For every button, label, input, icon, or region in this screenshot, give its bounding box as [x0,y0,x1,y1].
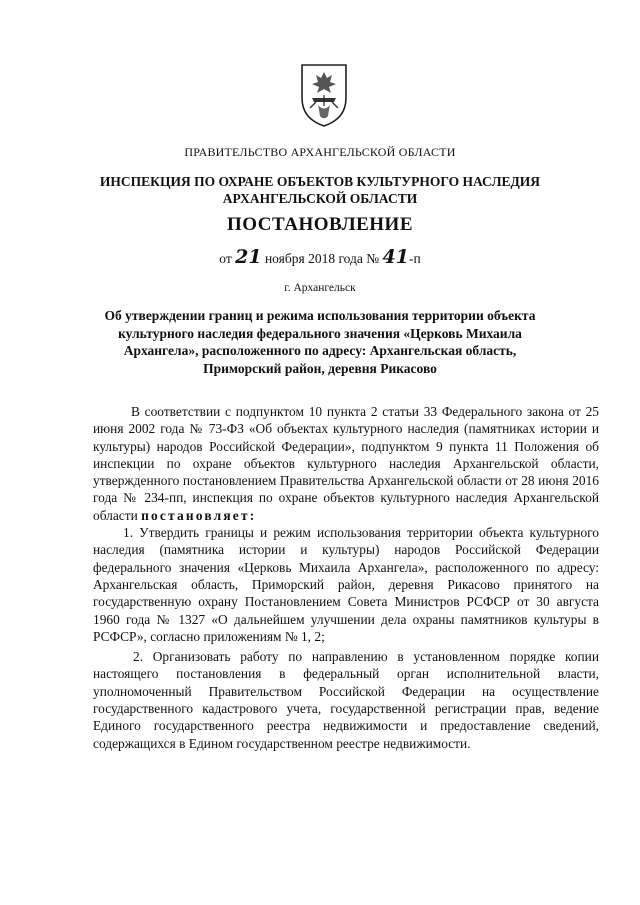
title-line2: культурного наследия федерального значения «Церковь Михаила [118,325,522,341]
date-prefix: от [219,251,232,266]
date-day: 21 [235,246,262,268]
document-date-line [0,246,640,268]
date-rest: ноября 2018 года [264,251,363,266]
title-line4: Приморский район, деревня Рикасово [203,360,437,376]
document-number: 41 [382,246,409,268]
item-2: 2. Организовать работу по направлению в установленном порядке копии настоящего постановления в федеральный орган исполнительной власти, уполномоченный Правительством Российской Федерации на осуществление государственного кадастрового учета, государственной регистрации прав, ведение Единого государственного реестра недвижимости и предоставление сведений, содержащихся в Едином государственном реестре недвижимости. [93,649,599,751]
title-line1: Об утверждении границ и режима использования территории объекта [104,308,536,323]
inspection-name-line1: ИНСПЕКЦИЯ ПО ОХРАНЕ ОБЪЕКТОВ КУЛЬТУРНОГО НАСЛЕДИЯ [99,174,541,189]
inspection-name [0,173,640,207]
item-1: 1. Утвердить границы и режим использования территории объекта культурного наследия (памятника истории и культуры) народов Российской Федерации федерального значения «Церковь Михаила Архангела», расположенного по адресу: Архангельская область, Приморский район, деревня Рикасово принятого на государственную охрану Постановлением Совета Министров РСФСР от 30 августа 1960 года № 1327 «О дальнейшем улучшении дела охраны памятников культуры в РСФСР», согласно приложениям № 1, 2; [93,525,599,644]
government-name: ПРАВИТЕЛЬСТВО АРХАНГЕЛЬСКОЙ ОБЛАСТИ [184,145,456,159]
document-body [93,403,599,752]
preamble-paragraph [93,403,599,524]
document-title [0,307,640,377]
title-line3: Архангела», расположенного по адресу: Архангельская область, [123,343,517,358]
inspection-name-line2: АРХАНГЕЛЬСКОЙ ОБЛАСТИ [222,191,418,206]
number-sign: № [366,251,380,266]
document-type: ПОСТАНОВЛЕНИЕ [226,214,414,235]
resolves-word: постановляет: [141,507,257,523]
preamble-text: В соответствии с подпунктом 10 пункта 2 статьи 33 Федерального закона от 25 июня 2002 года № 73-ФЗ «Об объектах культурного наследия (памятниках истории и культуры) народов Российской Федерации», подпунктом 9 пункта 11 Положения об инспекции по охране объектов культурного наследия Архангельской области, утвержденного постановлением Правительства Архангельской области от 28 июня 2016 года № 234-пп, инспекция по охране объектов культурного наследия Архангельской области [93,404,599,523]
number-suffix: -п [408,251,421,266]
city: г. Архангельск [284,282,356,294]
coat-of-arms-emblem [298,62,350,128]
